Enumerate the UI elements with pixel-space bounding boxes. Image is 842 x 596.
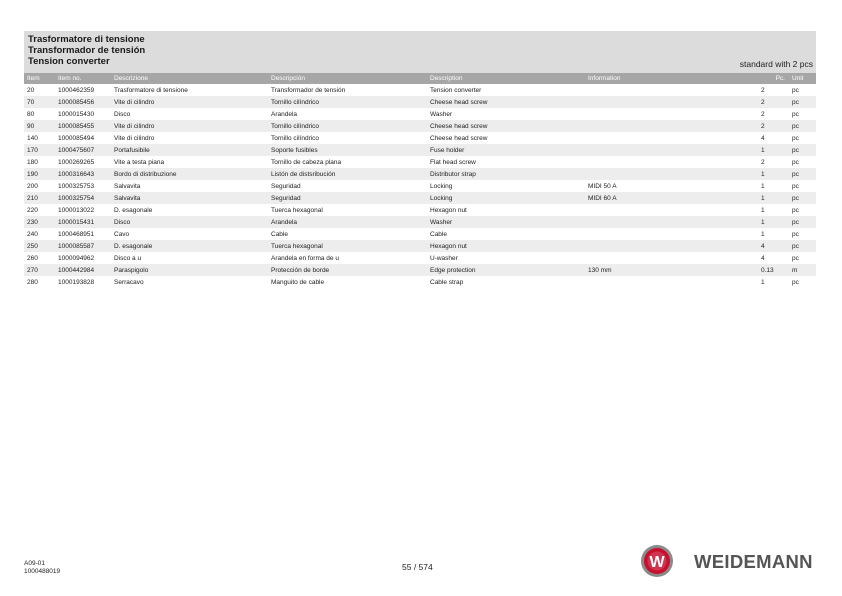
document-reference bbox=[24, 560, 60, 576]
cell-descripcion: Transformador de tensión bbox=[271, 86, 346, 94]
cell-information: MIDI 50 A bbox=[588, 182, 617, 190]
cell-descrizione: Disco bbox=[114, 110, 131, 118]
cell-unit: m bbox=[792, 266, 798, 274]
table-row bbox=[24, 168, 816, 180]
cell-descrizione: Vite a testa piana bbox=[114, 158, 165, 166]
cell-pc: 2 bbox=[761, 122, 765, 130]
cell-description: Tension converter bbox=[430, 86, 482, 94]
table-row bbox=[24, 108, 816, 120]
cell-descripcion: Tuerca hexagonal bbox=[271, 206, 323, 214]
column-header-item: Item bbox=[27, 75, 40, 82]
cell-description: U-washer bbox=[430, 254, 458, 262]
cell-unit: pc bbox=[792, 110, 799, 118]
cell-item-no: 1000015431 bbox=[58, 218, 95, 226]
cell-descrizione: Salvavita bbox=[114, 182, 141, 190]
cell-item: 250 bbox=[27, 242, 38, 250]
cell-item-no: 1000015430 bbox=[58, 110, 95, 118]
table-row bbox=[24, 144, 816, 156]
cell-item: 140 bbox=[27, 134, 38, 142]
table-body bbox=[24, 84, 816, 288]
cell-item-no: 1000462359 bbox=[58, 86, 95, 94]
cell-description: Locking bbox=[430, 182, 453, 190]
cell-descripcion: Tuerca hexagonal bbox=[271, 242, 323, 250]
cell-information: 130 mm bbox=[588, 266, 612, 274]
cell-description: Flat head screw bbox=[430, 158, 476, 166]
cell-description: Cheese head screw bbox=[430, 98, 488, 106]
column-header-unit: Unit bbox=[792, 75, 804, 82]
table-row bbox=[24, 96, 816, 108]
table-row bbox=[24, 216, 816, 228]
cell-unit: pc bbox=[792, 86, 799, 94]
cell-pc: 0.13 bbox=[761, 266, 774, 274]
cell-descripcion: Cable bbox=[271, 230, 288, 238]
table-row bbox=[24, 192, 816, 204]
cell-descrizione: Paraspigolo bbox=[114, 266, 149, 274]
cell-description: Cheese head screw bbox=[430, 134, 488, 142]
cell-item: 280 bbox=[27, 278, 38, 286]
cell-unit: pc bbox=[792, 146, 799, 154]
cell-description: Hexagon nut bbox=[430, 242, 467, 250]
page-number: 55 / 574 bbox=[402, 562, 433, 572]
cell-descrizione: Serracavo bbox=[114, 278, 144, 286]
cell-unit: pc bbox=[792, 182, 799, 190]
parts-table bbox=[24, 73, 816, 288]
cell-item: 170 bbox=[27, 146, 38, 154]
cell-item-no: 1000085587 bbox=[58, 242, 95, 250]
cell-unit: pc bbox=[792, 218, 799, 226]
cell-descrizione: Disco a u bbox=[114, 254, 142, 262]
cell-item-no: 1000085456 bbox=[58, 98, 95, 106]
cell-pc: 1 bbox=[761, 182, 765, 190]
document-number: 1000488019 bbox=[24, 568, 61, 575]
cell-descripcion: Arandela bbox=[271, 110, 298, 118]
cell-unit: pc bbox=[792, 278, 799, 286]
table-row bbox=[24, 252, 816, 264]
table-row bbox=[24, 228, 816, 240]
cell-descripcion: Soporte fusibles bbox=[271, 146, 318, 154]
cell-descrizione: Salvavita bbox=[114, 194, 141, 202]
cell-description: Hexagon nut bbox=[430, 206, 467, 214]
cell-descrizione: Vite di cilindro bbox=[114, 134, 155, 142]
cell-descrizione: Vite di cilindro bbox=[114, 98, 155, 106]
table-row bbox=[24, 204, 816, 216]
cell-pc: 4 bbox=[761, 254, 765, 262]
cell-unit: pc bbox=[792, 254, 799, 262]
cell-item: 210 bbox=[27, 194, 38, 202]
cell-item-no: 1000094962 bbox=[58, 254, 95, 262]
cell-descripcion: Protección de borde bbox=[271, 266, 330, 274]
brand-name: WEIDEMANN bbox=[694, 551, 813, 572]
cell-descrizione: D. esagonale bbox=[114, 206, 153, 214]
cell-descripcion: Listón de distsribución bbox=[271, 170, 336, 178]
cell-descrizione: Vite di cilindro bbox=[114, 122, 155, 130]
cell-item-no: 1000316643 bbox=[58, 170, 95, 178]
cell-unit: pc bbox=[792, 122, 799, 130]
title-spanish: Transformador de tensión bbox=[28, 45, 146, 56]
cell-pc: 1 bbox=[761, 206, 765, 214]
cell-unit: pc bbox=[792, 242, 799, 250]
table-row bbox=[24, 120, 816, 132]
table-row bbox=[24, 264, 816, 276]
document-header bbox=[24, 31, 816, 73]
title-italian: Trasformatore di tensione bbox=[28, 34, 145, 45]
cell-pc: 2 bbox=[761, 98, 765, 106]
cell-item-no: 1000193828 bbox=[58, 278, 95, 286]
cell-item: 80 bbox=[27, 110, 35, 118]
cell-item-no: 1000013022 bbox=[58, 206, 95, 214]
cell-item: 180 bbox=[27, 158, 38, 166]
table-row bbox=[24, 132, 816, 144]
cell-pc: 1 bbox=[761, 230, 765, 238]
cell-item-no: 1000442984 bbox=[58, 266, 95, 274]
cell-descrizione: D. esagonale bbox=[114, 242, 153, 250]
column-header-item-no: Item no. bbox=[58, 75, 82, 82]
cell-pc: 4 bbox=[761, 134, 765, 142]
cell-pc: 1 bbox=[761, 170, 765, 178]
cell-item-no: 1000085455 bbox=[58, 122, 95, 130]
cell-item-no: 1000475607 bbox=[58, 146, 95, 154]
cell-unit: pc bbox=[792, 170, 799, 178]
column-header-pc: Pc. bbox=[775, 75, 785, 82]
cell-item: 230 bbox=[27, 218, 38, 226]
logo-letter: W bbox=[649, 554, 665, 571]
cell-item-no: 1000085494 bbox=[58, 134, 95, 142]
cell-description: Cheese head screw bbox=[430, 122, 488, 130]
cell-descripcion: Seguridad bbox=[271, 194, 301, 202]
cell-descripcion: Manguito de cable bbox=[271, 278, 325, 286]
cell-item: 20 bbox=[27, 86, 35, 94]
cell-descripcion: Tornillo cilíndrico bbox=[271, 122, 320, 130]
cell-item: 190 bbox=[27, 170, 38, 178]
cell-descripcion: Seguridad bbox=[271, 182, 301, 190]
cell-description: Washer bbox=[430, 218, 453, 226]
table-row bbox=[24, 156, 816, 168]
column-header-descrizione: Descrizione bbox=[114, 75, 148, 82]
cell-item: 270 bbox=[27, 266, 38, 274]
cell-item: 70 bbox=[27, 98, 35, 106]
cell-pc: 1 bbox=[761, 278, 765, 286]
cell-descripcion: Tornillo cilíndrico bbox=[271, 98, 320, 106]
cell-unit: pc bbox=[792, 98, 799, 106]
standard-quantity-note: standard with 2 pcs bbox=[739, 59, 813, 69]
cell-item: 260 bbox=[27, 254, 38, 262]
cell-unit: pc bbox=[792, 134, 799, 142]
cell-descripcion: Arandela en forma de u bbox=[271, 254, 339, 262]
cell-item-no: 1000325753 bbox=[58, 182, 95, 190]
cell-pc: 2 bbox=[761, 110, 765, 118]
cell-description: Cable strap bbox=[430, 278, 464, 286]
cell-item-no: 1000269265 bbox=[58, 158, 95, 166]
cell-information: MIDI 60 A bbox=[588, 194, 617, 202]
cell-description: Distributor strap bbox=[430, 170, 476, 178]
table-row bbox=[24, 240, 816, 252]
document-code: A09-01 bbox=[24, 560, 45, 567]
cell-pc: 4 bbox=[761, 242, 765, 250]
cell-pc: 2 bbox=[761, 86, 765, 94]
title-english: Tension converter bbox=[28, 56, 110, 67]
cell-pc: 1 bbox=[761, 146, 765, 154]
table-row bbox=[24, 180, 816, 192]
cell-unit: pc bbox=[792, 194, 799, 202]
cell-description: Locking bbox=[430, 194, 453, 202]
cell-item: 90 bbox=[27, 122, 35, 130]
cell-descrizione: Cavo bbox=[114, 230, 130, 238]
cell-description: Washer bbox=[430, 110, 453, 118]
cell-descrizione: Trasformatore di tensione bbox=[114, 86, 188, 94]
cell-item: 220 bbox=[27, 206, 38, 214]
cell-pc: 1 bbox=[761, 218, 765, 226]
cell-descrizione: Portafusibile bbox=[114, 146, 150, 154]
cell-descrizione: Disco bbox=[114, 218, 131, 226]
cell-description: Cable bbox=[430, 230, 447, 238]
cell-pc: 2 bbox=[761, 158, 765, 166]
cell-description: Fuse holder bbox=[430, 146, 465, 154]
cell-item: 240 bbox=[27, 230, 38, 238]
cell-description: Edge protection bbox=[430, 266, 476, 274]
weidemann-logo-icon bbox=[640, 544, 674, 578]
cell-unit: pc bbox=[792, 158, 799, 166]
cell-unit: pc bbox=[792, 230, 799, 238]
cell-descripcion: Arandela bbox=[271, 218, 298, 226]
cell-unit: pc bbox=[792, 206, 799, 214]
column-header-descripcion: Descripción bbox=[271, 75, 305, 82]
cell-item-no: 1000468951 bbox=[58, 230, 95, 238]
cell-pc: 1 bbox=[761, 194, 765, 202]
cell-item-no: 1000325754 bbox=[58, 194, 95, 202]
table-header bbox=[24, 73, 816, 84]
column-header-information: Information bbox=[588, 75, 621, 82]
cell-descrizione: Bordo di distribuzione bbox=[114, 170, 177, 178]
table-row bbox=[24, 276, 816, 288]
table-row bbox=[24, 84, 816, 96]
cell-item: 200 bbox=[27, 182, 38, 190]
column-header-description: Description bbox=[430, 75, 463, 82]
cell-descripcion: Tornillo cilíndrico bbox=[271, 134, 320, 142]
cell-descripcion: Tornillo de cabeza plana bbox=[271, 158, 342, 166]
